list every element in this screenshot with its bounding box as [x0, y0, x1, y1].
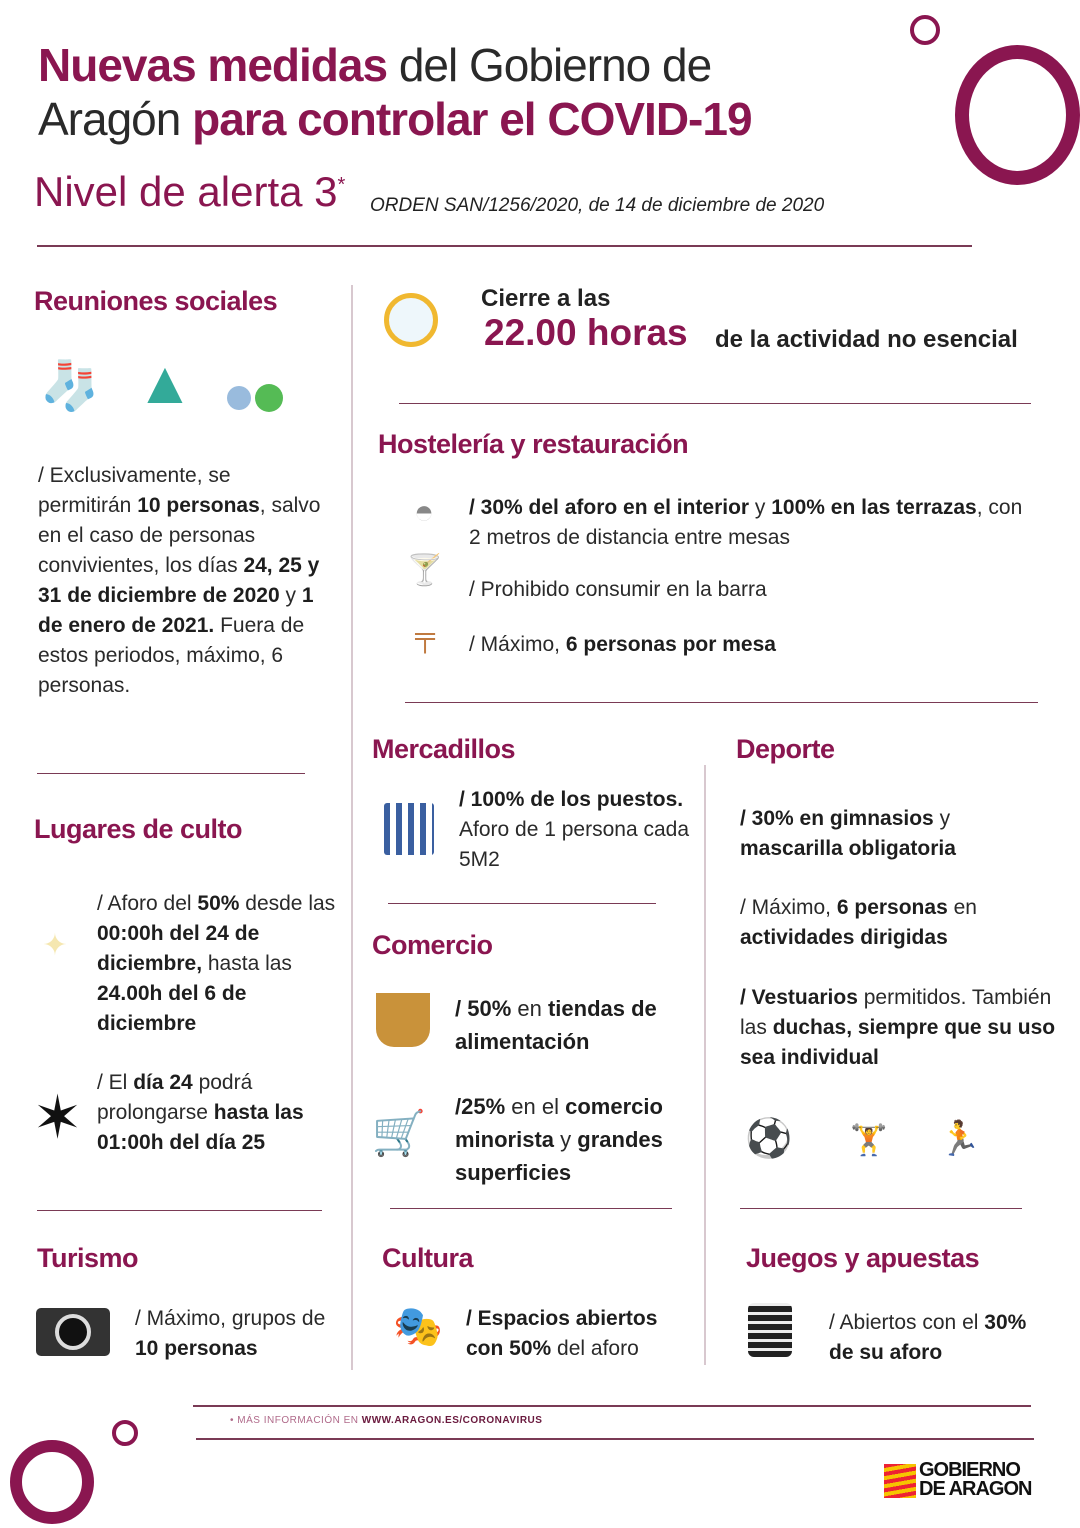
- ornaments-icon: [225, 370, 285, 425]
- text-segment: /25%: [455, 1094, 506, 1119]
- divider: [740, 1208, 1022, 1209]
- text-segment: hasta las 01:00h del día 25: [97, 1101, 304, 1154]
- text-segment: del aforo: [551, 1337, 639, 1360]
- text-segment: en: [947, 896, 977, 919]
- column-divider: [351, 285, 353, 1370]
- weightlifter-icon: 🏋: [850, 1123, 888, 1157]
- aragon-flag-icon: [884, 1464, 916, 1498]
- text-segment: / Máximo,: [469, 633, 566, 656]
- theater-masks-icon: 🎭: [393, 1304, 443, 1349]
- turismo-text: [135, 1304, 335, 1364]
- cultura-text: [466, 1304, 696, 1364]
- text-segment: / Prohibido consumir en la barra: [469, 578, 767, 601]
- grocery-basket-icon: [376, 993, 430, 1047]
- virus-icon: [955, 45, 1080, 185]
- shopping-cart-icon: 🛒: [371, 1108, 427, 1158]
- text-segment: 30% de su aforo: [829, 1311, 1027, 1364]
- section-title-comercio: Comercio: [372, 930, 493, 960]
- deporte-item-1: [740, 804, 1050, 864]
- text-segment: comercio minorista: [455, 1094, 663, 1152]
- divider: [37, 1210, 322, 1211]
- runner-icon: 🏃: [938, 1120, 982, 1158]
- footer-divider-bottom: [196, 1438, 1034, 1440]
- section-title-deporte: Deporte: [736, 734, 835, 764]
- deporte-item-2: [740, 893, 1050, 953]
- text-segment: , salvo en el caso de personas convivientes, los días: [38, 494, 321, 577]
- mercadillos-text: [459, 785, 689, 875]
- text-segment: y: [554, 1127, 578, 1152]
- logo-line-1: GOBIERNO: [919, 1459, 1020, 1481]
- juegos-text: [829, 1308, 1049, 1368]
- text-segment: y: [749, 496, 772, 519]
- text-segment: 100% en las terrazas: [771, 496, 977, 519]
- soccer-ball-icon: ⚽: [745, 1118, 793, 1160]
- star-icon: ✶: [32, 1083, 83, 1151]
- divider: [388, 903, 656, 904]
- section-title-juegos: Juegos y apuestas: [746, 1243, 980, 1273]
- table-chairs-icon: ╤: [415, 620, 435, 651]
- order-reference: ORDEN SAN/1256/2020, de 14 de diciembre de 2020: [370, 195, 825, 216]
- header-divider: [37, 245, 972, 247]
- section-title-mercadillos: Mercadillos: [372, 734, 516, 764]
- text-segment: , con 2 metros de distancia entre mesas: [469, 496, 1023, 549]
- title-line-2: [38, 92, 752, 146]
- text-segment: / 100% de los puestos.: [459, 788, 684, 811]
- deporte-item-3: [740, 983, 1060, 1073]
- text-segment: grandes superficies: [455, 1127, 663, 1185]
- cierre-rest: de la actividad no esencial: [715, 326, 1018, 353]
- text-segment: Fuera de estos periodos, máximo, 6 personas.: [38, 614, 305, 697]
- section-title-culto: Lugares de culto: [34, 814, 243, 844]
- market-stall-icon: [384, 803, 434, 855]
- text-segment: del Gobierno de: [387, 39, 712, 91]
- gobierno-aragon-logo: [919, 1461, 1031, 1499]
- text-segment: mascarilla obligatoria: [740, 837, 956, 860]
- text-segment: día 24: [133, 1071, 193, 1094]
- alert-level-text: Nivel de alerta 3: [34, 168, 338, 215]
- text-segment: hasta las: [202, 952, 292, 975]
- text-segment: / Máximo, grupos de: [135, 1307, 326, 1330]
- text-segment: 50%: [197, 892, 240, 915]
- title-line-1: [38, 38, 711, 92]
- text-segment: / El: [97, 1071, 134, 1094]
- culto-item-1: [97, 889, 347, 1039]
- column-divider: [704, 765, 706, 1365]
- cierre-line-1: Cierre a las: [481, 285, 611, 312]
- text-segment: para controlar el COVID-19: [192, 93, 752, 145]
- hosteleria-item-3: [469, 630, 1029, 660]
- more-info-link[interactable]: WWW.ARAGON.ES/CORONAVIRUS: [361, 1415, 543, 1426]
- divider: [399, 403, 1031, 404]
- cocktail-icon: 🍸: [406, 553, 444, 587]
- text-segment: / Espacios abiertos con 50%: [466, 1307, 658, 1360]
- text-segment: 6 personas por mesa: [565, 633, 776, 656]
- text-segment: permitidos. También las: [740, 986, 1052, 1039]
- sparkle-icon: ✦: [42, 928, 68, 962]
- divider: [405, 702, 1038, 703]
- text-segment: en: [511, 996, 548, 1021]
- cierre-time: 22.00 horas: [484, 312, 688, 353]
- alert-asterisk: *: [337, 174, 346, 196]
- text-segment: / Vestuarios: [740, 986, 858, 1009]
- comercio-item-1: [455, 992, 695, 1058]
- text-segment: / Máximo,: [740, 896, 837, 919]
- comercio-item-2: [455, 1090, 700, 1189]
- christmas-tree-icon: ▲: [135, 349, 195, 416]
- culto-item-2: [97, 1068, 337, 1158]
- text-segment: / 30% en gimnasios: [740, 807, 934, 830]
- text-segment: podrá prolongarse: [97, 1071, 253, 1124]
- more-info: • MÁS INFORMACIÓN EN WWW.ARAGON.ES/CORONAVIRUS: [230, 1415, 543, 1426]
- text-segment: / 50%: [455, 996, 512, 1021]
- stocking-icon: 🧦: [40, 359, 100, 413]
- section-title-reuniones: Reuniones sociales: [34, 286, 278, 316]
- text-segment: 00:00h del 24 de diciembre,: [97, 922, 260, 975]
- text-segment: 24, 25 y 31 de diciembre de 2020: [38, 554, 320, 607]
- virus-small-icon: [112, 1420, 138, 1446]
- text-segment: / 30% del aforo en el interior: [469, 496, 750, 519]
- divider: [390, 1208, 672, 1209]
- section-title-turismo: Turismo: [37, 1243, 139, 1273]
- section-title-hosteleria: Hostelería y restauración: [378, 429, 689, 459]
- text-segment: / Aforo del: [97, 892, 198, 915]
- reuniones-text: [38, 461, 328, 701]
- divider: [37, 773, 305, 774]
- serving-dish-icon: ◓: [413, 492, 435, 531]
- logo-line-2: DE ARAGON: [919, 1478, 1032, 1500]
- more-info-prefix: MÁS INFORMACIÓN EN: [237, 1415, 362, 1426]
- text-segment: tiendas de alimentación: [455, 996, 657, 1054]
- text-segment: duchas, siempre que su uso sea individual: [740, 1016, 1056, 1069]
- text-segment: / Exclusivamente, se permitirán: [38, 464, 231, 517]
- text-segment: y: [279, 584, 302, 607]
- virus-icon: [10, 1440, 94, 1524]
- text-segment: / Abiertos con el: [829, 1311, 985, 1334]
- hosteleria-item-1: [469, 493, 1039, 553]
- text-segment: Aragón: [38, 93, 193, 145]
- text-segment: y: [933, 807, 951, 830]
- text-segment: 10 personas: [137, 494, 260, 517]
- hosteleria-item-2: [469, 575, 1029, 605]
- text-segment: Nuevas medidas: [38, 39, 388, 91]
- casino-chips-icon: [748, 1303, 792, 1357]
- text-segment: actividades dirigidas: [740, 926, 948, 949]
- text-segment: en el: [505, 1094, 566, 1119]
- section-title-cultura: Cultura: [382, 1243, 473, 1273]
- text-segment: 10 personas: [135, 1337, 258, 1360]
- camera-icon: [36, 1308, 110, 1356]
- text-segment: desde las: [239, 892, 336, 915]
- text-segment: 24.00h del 6 de diciembre: [97, 982, 247, 1035]
- alarm-clock-icon: [382, 285, 440, 355]
- text-segment: Aforo de 1 persona cada 5M2: [459, 818, 689, 871]
- text-segment: 6 personas: [836, 896, 948, 919]
- alert-level: [34, 168, 345, 216]
- text-segment: 1 de enero de 2021.: [38, 584, 314, 637]
- footer-divider-top: [193, 1405, 1031, 1407]
- virus-small-icon: [910, 15, 940, 45]
